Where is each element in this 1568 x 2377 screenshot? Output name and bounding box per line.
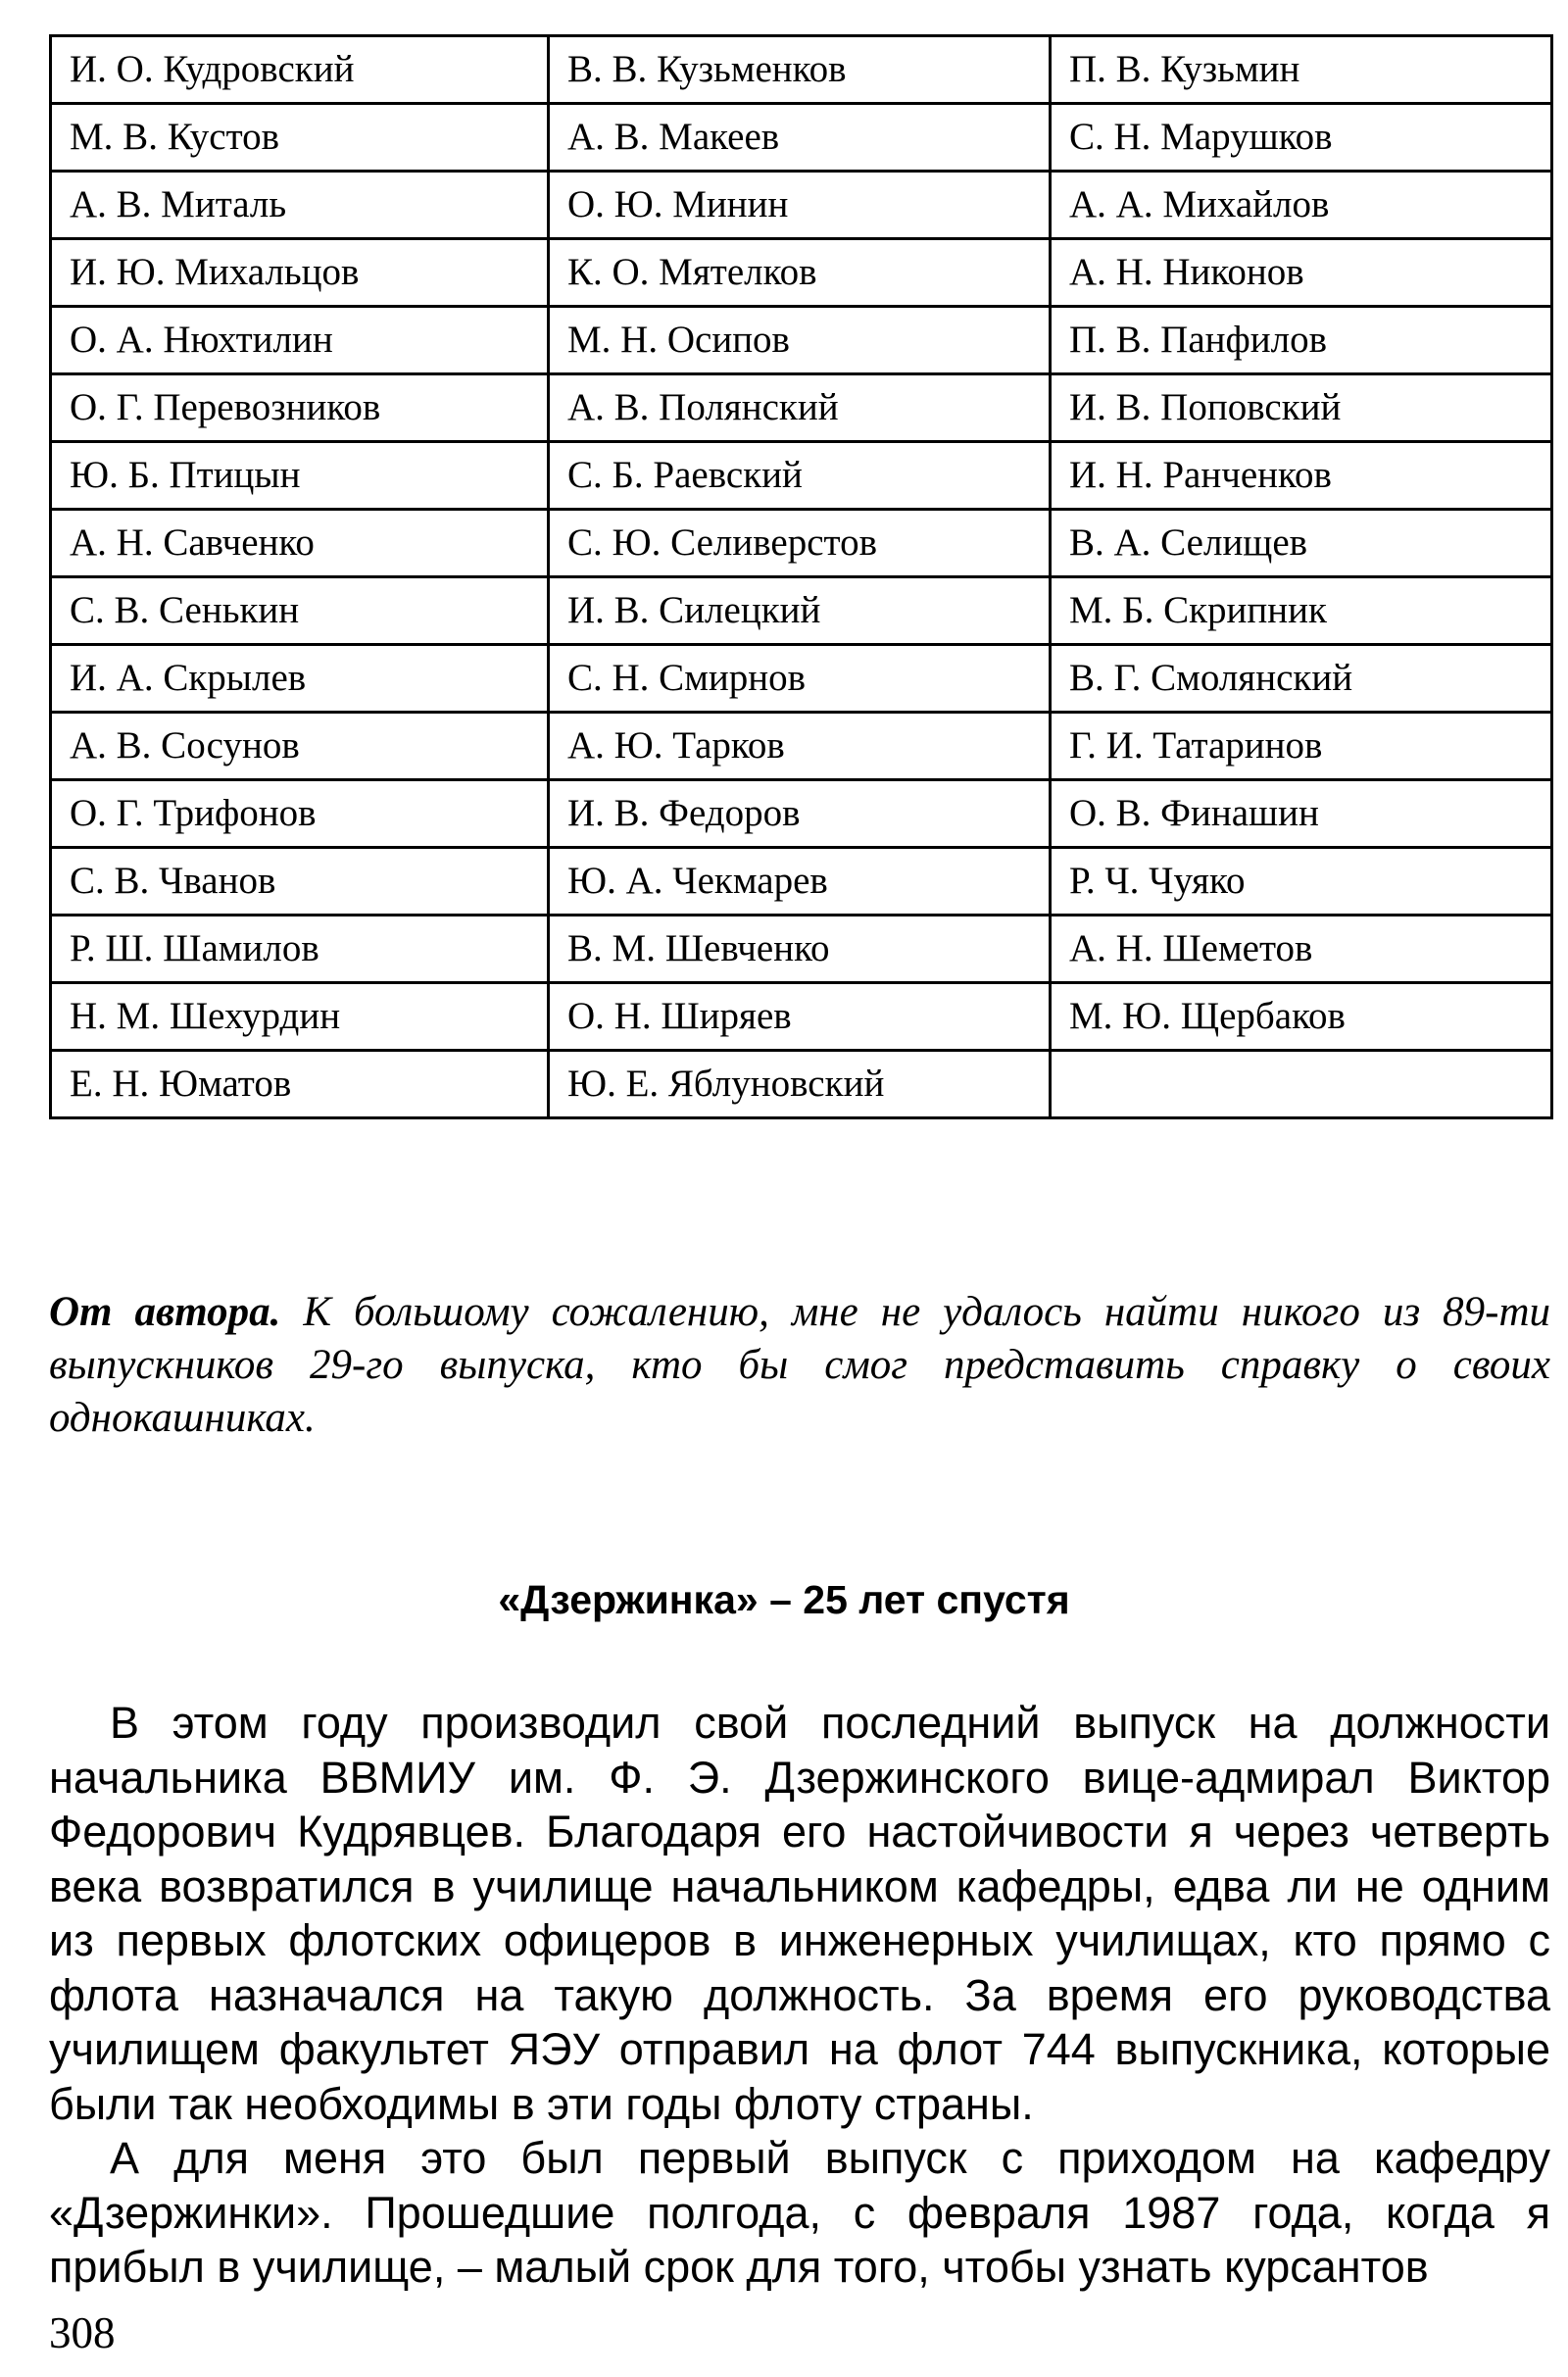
table-cell: О. Ю. Минин bbox=[549, 172, 1051, 239]
table-row bbox=[51, 577, 1552, 645]
table-cell: А. В. Макеев bbox=[549, 104, 1051, 172]
graduates-table bbox=[49, 34, 1553, 1119]
author-note-lead: От автора. bbox=[49, 1289, 281, 1335]
table-cell: О. Г. Перевозников bbox=[51, 374, 549, 442]
table-cell: И. Ю. Михальцов bbox=[51, 239, 549, 307]
table-cell: И. В. Федоров bbox=[549, 780, 1051, 848]
table-cell: С. В. Чванов bbox=[51, 848, 549, 916]
table-cell: П. В. Панфилов bbox=[1051, 307, 1552, 374]
table-cell: Е. Н. Юматов bbox=[51, 1051, 549, 1118]
paragraph: В этом году производил свой последний выпуск на должности начальника ВВМИУ им. Ф. Э. Дзержинского вице-адмирал Виктор Федорович Кудрявцев. Благодаря его настойчивости я через четверть века возвратился в училище начальником кафедры, едва ли не одним из первых флотских офицеров в инженерных училищах, кто прямо с флота назначался на такую должность. За время его руководства училищем факультет ЯЭУ отправил на флот 744 выпускника, которые были так необходимы в эти годы флоту страны. bbox=[49, 1698, 1550, 2129]
table-cell: В. В. Кузьменков bbox=[549, 36, 1051, 104]
table-cell: О. Н. Ширяев bbox=[549, 983, 1051, 1051]
table-cell bbox=[1051, 1051, 1552, 1118]
paragraph: А для меня это был первый выпуск с приходом на кафедру «Дзержинки». Прошедшие полгода, с февраля 1987 года, когда я прибыл в училище, – малый срок для того, чтобы узнать курсантов bbox=[49, 2133, 1550, 2292]
table-cell: С. Ю. Селиверстов bbox=[549, 510, 1051, 577]
table-cell: А. Н. Никонов bbox=[1051, 239, 1552, 307]
table-cell: С. Н. Смирнов bbox=[549, 645, 1051, 713]
table-cell: И. В. Поповский bbox=[1051, 374, 1552, 442]
table-row bbox=[51, 510, 1552, 577]
section-heading: «Дзержинка» – 25 лет спустя bbox=[498, 1577, 1070, 1622]
table-cell: А. Н. Шеметов bbox=[1051, 916, 1552, 983]
table-cell: И. В. Силецкий bbox=[549, 577, 1051, 645]
table-cell: О. В. Финашин bbox=[1051, 780, 1552, 848]
table-cell: М. Н. Осипов bbox=[549, 307, 1051, 374]
table-cell: К. О. Мятелков bbox=[549, 239, 1051, 307]
table-row bbox=[51, 36, 1552, 104]
table-row bbox=[51, 713, 1552, 780]
table-cell: С. Н. Марушков bbox=[1051, 104, 1552, 172]
graduates-table-body bbox=[51, 36, 1552, 1118]
table-cell: А. В. Полянский bbox=[549, 374, 1051, 442]
table-cell: М. Б. Скрипник bbox=[1051, 577, 1552, 645]
table-row bbox=[51, 848, 1552, 916]
table-cell: Г. И. Татаринов bbox=[1051, 713, 1552, 780]
table-cell: С. В. Сенькин bbox=[51, 577, 549, 645]
table-cell: П. В. Кузьмин bbox=[1051, 36, 1552, 104]
table-cell: Р. Ш. Шамилов bbox=[51, 916, 549, 983]
table-cell: С. Б. Раевский bbox=[549, 442, 1051, 510]
table-cell: М. Ю. Щербаков bbox=[1051, 983, 1552, 1051]
table-cell: Ю. Е. Яблуновский bbox=[549, 1051, 1051, 1118]
author-note bbox=[49, 1286, 1550, 1445]
table-cell: Ю. А. Чекмарев bbox=[549, 848, 1051, 916]
table-cell: М. В. Кустов bbox=[51, 104, 549, 172]
table-cell: В. Г. Смолянский bbox=[1051, 645, 1552, 713]
table-cell: В. М. Шевченко bbox=[549, 916, 1051, 983]
table-row bbox=[51, 1051, 1552, 1118]
table-row bbox=[51, 104, 1552, 172]
table-row bbox=[51, 645, 1552, 713]
table-row bbox=[51, 780, 1552, 848]
table-row bbox=[51, 442, 1552, 510]
table-row bbox=[51, 239, 1552, 307]
table-row bbox=[51, 983, 1552, 1051]
table-cell: О. А. Нюхтилин bbox=[51, 307, 549, 374]
table-cell: Ю. Б. Птицын bbox=[51, 442, 549, 510]
table-cell: А. В. Сосунов bbox=[51, 713, 549, 780]
author-note-text: К большому сожалению, мне не удалось найти никого из 89-ти выпускников 29-го выпуска, кто бы смог представить справку о своих однокашниках. bbox=[49, 1289, 1551, 1441]
table-row bbox=[51, 307, 1552, 374]
page-number: 308 bbox=[49, 2308, 116, 2357]
section-body bbox=[49, 1696, 1550, 2295]
table-cell: О. Г. Трифонов bbox=[51, 780, 549, 848]
table-cell: И. Н. Ранченков bbox=[1051, 442, 1552, 510]
table-row bbox=[51, 374, 1552, 442]
table-cell: Н. М. Шехурдин bbox=[51, 983, 549, 1051]
table-cell: Р. Ч. Чуяко bbox=[1051, 848, 1552, 916]
table-cell: А. Ю. Тарков bbox=[549, 713, 1051, 780]
table-cell: И. А. Скрылев bbox=[51, 645, 549, 713]
table-cell: А. А. Михайлов bbox=[1051, 172, 1552, 239]
table-row bbox=[51, 916, 1552, 983]
table-cell: В. А. Селищев bbox=[1051, 510, 1552, 577]
table-cell: А. Н. Савченко bbox=[51, 510, 549, 577]
table-cell: И. О. Кудровский bbox=[51, 36, 549, 104]
table-row bbox=[51, 172, 1552, 239]
table-cell: А. В. Миталь bbox=[51, 172, 549, 239]
